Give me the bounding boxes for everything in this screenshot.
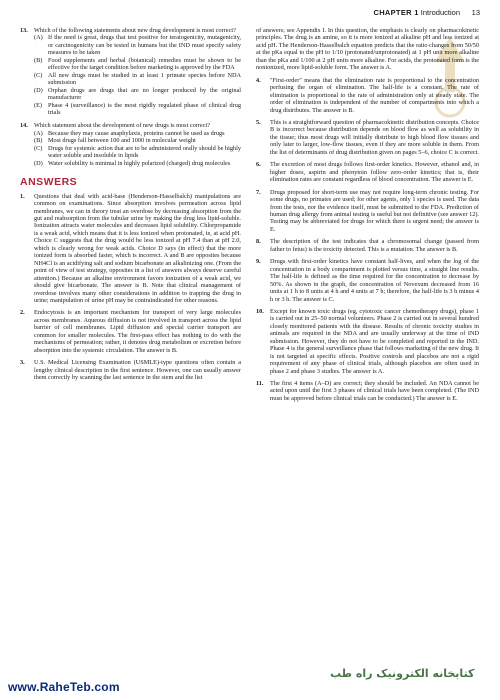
option-letter: (D) [34, 86, 43, 94]
answer-number: 10. [256, 307, 264, 315]
answer-item [256, 161, 479, 183]
option-text: If the need is great, drugs that test positive for teratogenicity, mutagenicity, or carcinogenicity can be tested in humans but the IND must specify safety measures to be taken [48, 34, 241, 57]
question-number: 14. [20, 122, 28, 130]
answer-number: 6. [256, 161, 261, 169]
answer-item [256, 380, 479, 402]
answer-text: Questions that deal with acid-base (Henderson-Hasselbalch) manipulations are common on examinations. Since absorption involves permeation across lipid membranes, we can in theory treat an overdose by decreasing absorption from the gut and reabsorption from the tubular urine by making the drug less lipid-soluble. Ionization attracts water molecules and decreases lipid solubility. Chlorpropamide is a weak acid, which means that it is less ionized when protonated, ie, at acid pH. Choice C suggests that the drug would be less ionized at pH 7.4 than at pH 2.0, which is clearly wrong for weak acids. Choice D says (in effect) that the more ionized form is absorbed faster, which is incorrect. A and B are opposites because NH4Cl is an acidifying salt and sodium bicarbonate an alkalinizing one. (From the point of view of test strategy, opposites in a list of answers always deserve careful attention.) Because an alkaline environment favors ionization of a weak acid, we should give bicarbonate. The answer is B. Note that clinical management of overdose involves many other considerations in addition to trapping the drug in urine; manipulation of urine pH may be contraindicated for other reasons. [34, 192, 241, 304]
question-item [20, 122, 241, 167]
answer-text: This is a straightforward question of pharmacokinetic distribution concepts. Choice B is incorrect because distribution depends on blood flow as well as solubility in the tissue; thus most drugs will initially distribute to high blood flow tissues and only later to larger, low-flow tissues, even if they are more soluble in them. From the list of determinants of drug distribution given on pages 5–6, choice C is correct. [270, 118, 479, 156]
answer-number: 4. [256, 76, 261, 84]
answer-option [34, 102, 241, 117]
option-list [34, 34, 241, 116]
answer-number: 2. [20, 309, 25, 317]
answer-option [34, 145, 241, 160]
chapter-label: CHAPTER 1 [373, 8, 419, 17]
option-letter: (C) [34, 144, 43, 152]
option-text: Phase 4 (surveillance) is the most rigidly regulated phase of clinical drug trials [48, 101, 241, 116]
answer-number: 8. [256, 238, 261, 246]
option-text: Water solubility is minimal in highly polarized (charged) drug molecules [48, 159, 231, 167]
answer-text: U.S. Medical Licensing Examination (USMLE)-type questions often contain a lengthy clinical description in the first sentence. However, one can usually answer them correctly by scanning the last sentence in the stem and the list [34, 359, 241, 382]
option-text: Food supplements and herbal (botanical) remedies must be shown to be effective for the target condition before marketing is approved by the FDA [48, 56, 241, 72]
right-column [256, 27, 479, 407]
question-stem: Which statement about the development of new drugs is most correct? [34, 122, 210, 130]
option-letter: (C) [34, 71, 43, 79]
answer-text: Except for known toxic drugs (eg, cytotoxic cancer chemotherapy drugs), phase 1 is carried out in 25–50 normal volunteers. Phase 2 is carried out in several hundred closely monitored patients with the disease. Results of chronic toxicity studies in animals are required in the NDA and are usually underway at the time of IND submission. However, they do not have to be completed and reported in the IND. Phase 4 is the general surveillance phase that follows marketing of the new drug. It is not targeted at specific effects. Positive controls and placebos are not a rigid requirement of any phase of clinical trials, although placebos are often used in phase 2 and phase 3 studies. The answer is A. [270, 307, 479, 375]
question-number: 13. [20, 27, 28, 34]
answer-text: The first 4 items (A–D) are correct; they should be included. An NDA cannot be acted upon until the first 3 phases of clinical trials have been completed. (The IND must be approved before clinical trials can be conducted.) The answer is E. [270, 380, 479, 402]
answer-item [256, 238, 479, 253]
question-list [20, 27, 241, 167]
option-letter: (E) [34, 101, 42, 109]
page-number: 13 [471, 8, 480, 17]
answer-text: The excretion of most drugs follows first-order kinetics. However, ethanol and, in higher doses, aspirin and phenytoin follow zero-order kinetics; that is, their elimination rates are constant regardless of blood concentration. The answer is E. [270, 161, 479, 184]
chapter-heading [373, 8, 460, 17]
answer-number: 11. [256, 380, 264, 388]
question-item [20, 27, 241, 116]
answer-text: Endocytosis is an important mechanism for transport of very large molecules across membranes. Aqueous diffusion is not involved in transport across the lipid barrier of cell membranes. Lipid diffusion and special carrier transport are common for smaller molecules. The first-pass effect has nothing to do with the mechanisms of permeation; rather, it denotes drug metabolism or excretion before absorption into the systemic circulation. The answer is B. [34, 309, 241, 354]
answer-text: Drugs with first-order kinetics have constant half-lives, and when the log of the concentration in a body compartment is plotted versus time, a straight line results. The half-life is defined as the time required for the concentration to decrease by 50%. As shown in the graph, the concentration of Novexum decreased from 16 units at 1 h to 8 units at 4 h and 4 units at 7 h; therefore, the half-life is 3 h minus 4 h or 3 h. The answer is C. [270, 258, 479, 303]
answer-number: 1. [20, 192, 25, 200]
option-text: All new drugs must be studied in at least 1 primate species before NDA submission [48, 71, 241, 87]
option-letter: (B) [34, 56, 43, 64]
option-letter: (A) [34, 34, 43, 42]
answer-item [20, 193, 241, 305]
answer-item [256, 77, 479, 114]
answers-list-left [20, 193, 241, 382]
chapter-title: Introduction [420, 8, 460, 17]
answers-list-right [256, 77, 479, 403]
question-stem: Which of the following statements about new drug development is most correct? [34, 27, 236, 34]
answer-option [34, 57, 241, 72]
option-text: Orphan drugs are drugs that are no longer produced by the original manufacturer [48, 86, 241, 102]
option-list [34, 130, 241, 167]
running-header [0, 6, 500, 22]
answer-option [34, 34, 241, 56]
answer-option [34, 87, 241, 102]
answer-number: 9. [256, 258, 261, 266]
answer-item [256, 258, 479, 303]
answer-option [34, 130, 241, 137]
answer-option [34, 160, 241, 167]
left-column [20, 27, 241, 386]
answer-number: 5. [256, 118, 261, 126]
answer-3-continuation: of answers; see Appendix I. In this question, the emphasis is clearly on pharmacokinetic principles. The drug is an amine, so it is more ionized at alkaline pH and less ionized at acid pH. The Henderson-Hasselbalch equation predicts that the ratio changes from 50/50 at the pKa equal to the pH to 1/10 (protonated/unprotonated) at 1 pH unit more alkaline than the pKa and 1/100 at 2 pH units more alkaline. For acids, the protonated form is the nonionized, more lipid-soluble form. The answer is A. [256, 27, 479, 72]
answer-option [34, 72, 241, 87]
answer-text: "First-order" means that the elimination rate is proportional to the concentration perfusing the organ of elimination. The half-life is a constant. The rate of elimination is proportional to the rate of administration only at steady state. The order of elimination is independent of the number of compartments into which a drug distributes. The answer is B. [270, 76, 479, 114]
answer-number: 7. [256, 188, 261, 196]
answer-item [20, 359, 241, 381]
answers-heading: ANSWERS [20, 176, 78, 189]
option-letter: (D) [34, 159, 43, 167]
option-text: Drugs for systemic action that are to be administered orally should be highly water soluble and insoluble in lipids [48, 144, 241, 160]
answer-item [256, 189, 479, 234]
answer-item [256, 119, 479, 156]
option-text: Most drugs fall between 100 and 1000 in molecular weight [48, 137, 196, 145]
watermark-url: www.RaheTeb.com [8, 680, 120, 694]
option-letter: (B) [34, 137, 43, 145]
option-letter: (A) [34, 129, 43, 137]
answer-item [256, 308, 479, 375]
answer-number: 3. [20, 359, 25, 367]
answer-item [20, 309, 241, 354]
option-text: Because they may cause anaphylaxis, proteins cannot be used as drugs [48, 129, 225, 137]
answer-text: Drugs proposed for short-term use may not require long-term chronic testing. For some drugs, no primates are used; for other agents, only 1 species is used. The data from the tests, nor the evidence itself, must be submitted to the FDA. Prediction of human drug allergy from animal testing is useful but not definitive (see answer 12). Testing may be abbreviated for drugs for which there is urgent need; the answer is E. [270, 188, 479, 233]
watermark-arabic: کتابخانه الکترونیک راه طب [330, 667, 475, 680]
answer-option [34, 137, 241, 144]
answer-text: The description of the test indicates that a chromosomal change (passed from father to fetus) is the toxicity detected. This is a mutation. The answer is B. [270, 238, 479, 253]
